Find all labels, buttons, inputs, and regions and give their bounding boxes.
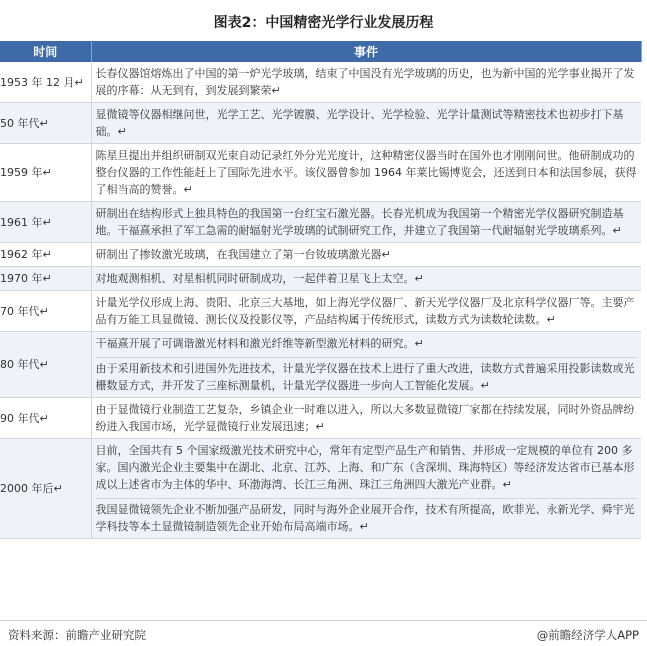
event-text: 我国显微镜领先企业不断加强产品研发，同时与海外企业展开合作，技术有所提高，欧菲光、永新光学、舜宇光学科技等本土显微镜制造领先企业开始布局高端市场。↵ [96, 498, 638, 537]
table-row [0, 62, 641, 103]
time-cell: 50 年代↵ [0, 103, 91, 144]
time-cell: 1959 年↵ [0, 144, 91, 202]
table-row [0, 144, 641, 202]
time-cell: 2000 年后↵ [0, 439, 91, 539]
event-text: 干福熹开展了可调谐激光材料和激光纤维等新型激光材料的研究。↵ [95, 337, 424, 350]
event-cell [91, 62, 641, 103]
brand-credit: @前瞻经济学人APP [536, 628, 639, 642]
event-text: 由于采用新技术和引进国外先进技术，计量光学仪器在技术上进行了重大改进，读数方式普遍采用投影读数或光栅数显方式，并开发了三座标测量机，计量光学仪器进一步向人工智能化发展。↵ [96, 357, 638, 396]
time-cell: 1970 年↵ [0, 267, 91, 291]
event-text: 陈星旦提出并组织研制双光束自动记录红外分光光度计，这种精密仪器当时在国外也才刚刚问世。他研制成功的整台仪器的工作性能赶上了国际先进水平。该仪器曾参加 1964 年莱比锡博览会，还送到日本和法国参展，获得了相当高的赞誉。↵ [95, 149, 637, 196]
event-cell [91, 267, 641, 291]
time-cell: 1961 年↵ [0, 202, 91, 243]
time-cell: 90 年代↵ [0, 398, 91, 439]
header-time: 时间 [0, 41, 91, 62]
table-row [0, 243, 641, 267]
event-cell [91, 202, 641, 243]
chart-title: 图表2：中国精密光学行业发展历程 [213, 15, 434, 31]
table-row [0, 398, 641, 439]
time-cell: 1962 年↵ [0, 243, 91, 267]
footer [0, 620, 647, 646]
table-row [0, 439, 641, 539]
table-row [0, 332, 641, 398]
event-cell [91, 439, 641, 539]
event-cell [91, 144, 641, 202]
time-cell: 1953 年 12 月↵ [0, 62, 91, 103]
event-text: 研制出了掺钕激光玻璃，在我国建立了第一台钕玻璃激光器↵ [95, 248, 391, 261]
header-event: 事件 [91, 41, 641, 62]
event-cell [91, 243, 641, 267]
event-text: 目前，全国共有 5 个国家级激光技术研究中心，常年有定型产品生产和销售、并形成一定规模的单位有 200 多家。国内激光企业主要集中在湖北、北京、江苏、上海、和广东（含深圳、珠海特区）等经济发达省市已基本形成以上述省市为主体的华中、环渤海湾、长江三角洲、珠江三角洲四大激光产业群。↵ [95, 444, 635, 491]
time-cell: 70 年代↵ [0, 291, 91, 332]
event-cell [91, 103, 641, 144]
source-note: 资料来源：前瞻产业研究院 [8, 628, 146, 642]
event-cell [91, 291, 641, 332]
time-cell: 80 年代↵ [0, 332, 91, 398]
table-row [0, 202, 641, 243]
history-table [0, 41, 642, 539]
event-text: 由于显微镜行业制造工艺复杂，乡镇企业一时难以进入，所以大多数显微镜厂家都在持续发展，同时外资品牌纷纷进入我国市场，光学显微镜行业发展迅速；↵ [95, 403, 635, 433]
table-row [0, 291, 641, 332]
table-row [0, 267, 641, 291]
event-cell [91, 398, 641, 439]
table-header-row [0, 41, 641, 62]
event-text: 研制出在结构形式上独具特色的我国第一台红宝石激光器。长春光机成为我国第一个精密光学仪器研究制造基地。干福熹承担了军工急需的耐辐射光学玻璃的试制研究工作，并建立了我国第一代耐辐射光学玻璃系列。↵ [95, 207, 624, 237]
event-text: 显微镜等仪器相继问世，光学工艺、光学镀膜、光学设计、光学检验、光学计量测试等精密技术也初步打下基础。↵ [95, 108, 624, 138]
event-cell [91, 332, 641, 398]
event-text: 对地观测相机、对星相机同时研制成功，一起伴着卫星飞上太空。↵ [95, 272, 424, 285]
event-text: 长春仪器馆熔炼出了中国的第一炉光学玻璃，结束了中国没有光学玻璃的历史，也为新中国的光学事业揭开了发展的序幕：从无到有，到发展到繁荣↵ [95, 67, 635, 97]
table-row [0, 103, 641, 144]
event-text: 计量光学仪形成上海、贵阳、北京三大基地，如上海光学仪器厂、新天光学仪器厂及北京科学仪器厂等。主要产品有万能工具显微镜、测长仪及投影仪等，产品结构属于传统形式，读数方式为读数轮读数。↵ [95, 296, 635, 326]
table-body [0, 62, 641, 539]
